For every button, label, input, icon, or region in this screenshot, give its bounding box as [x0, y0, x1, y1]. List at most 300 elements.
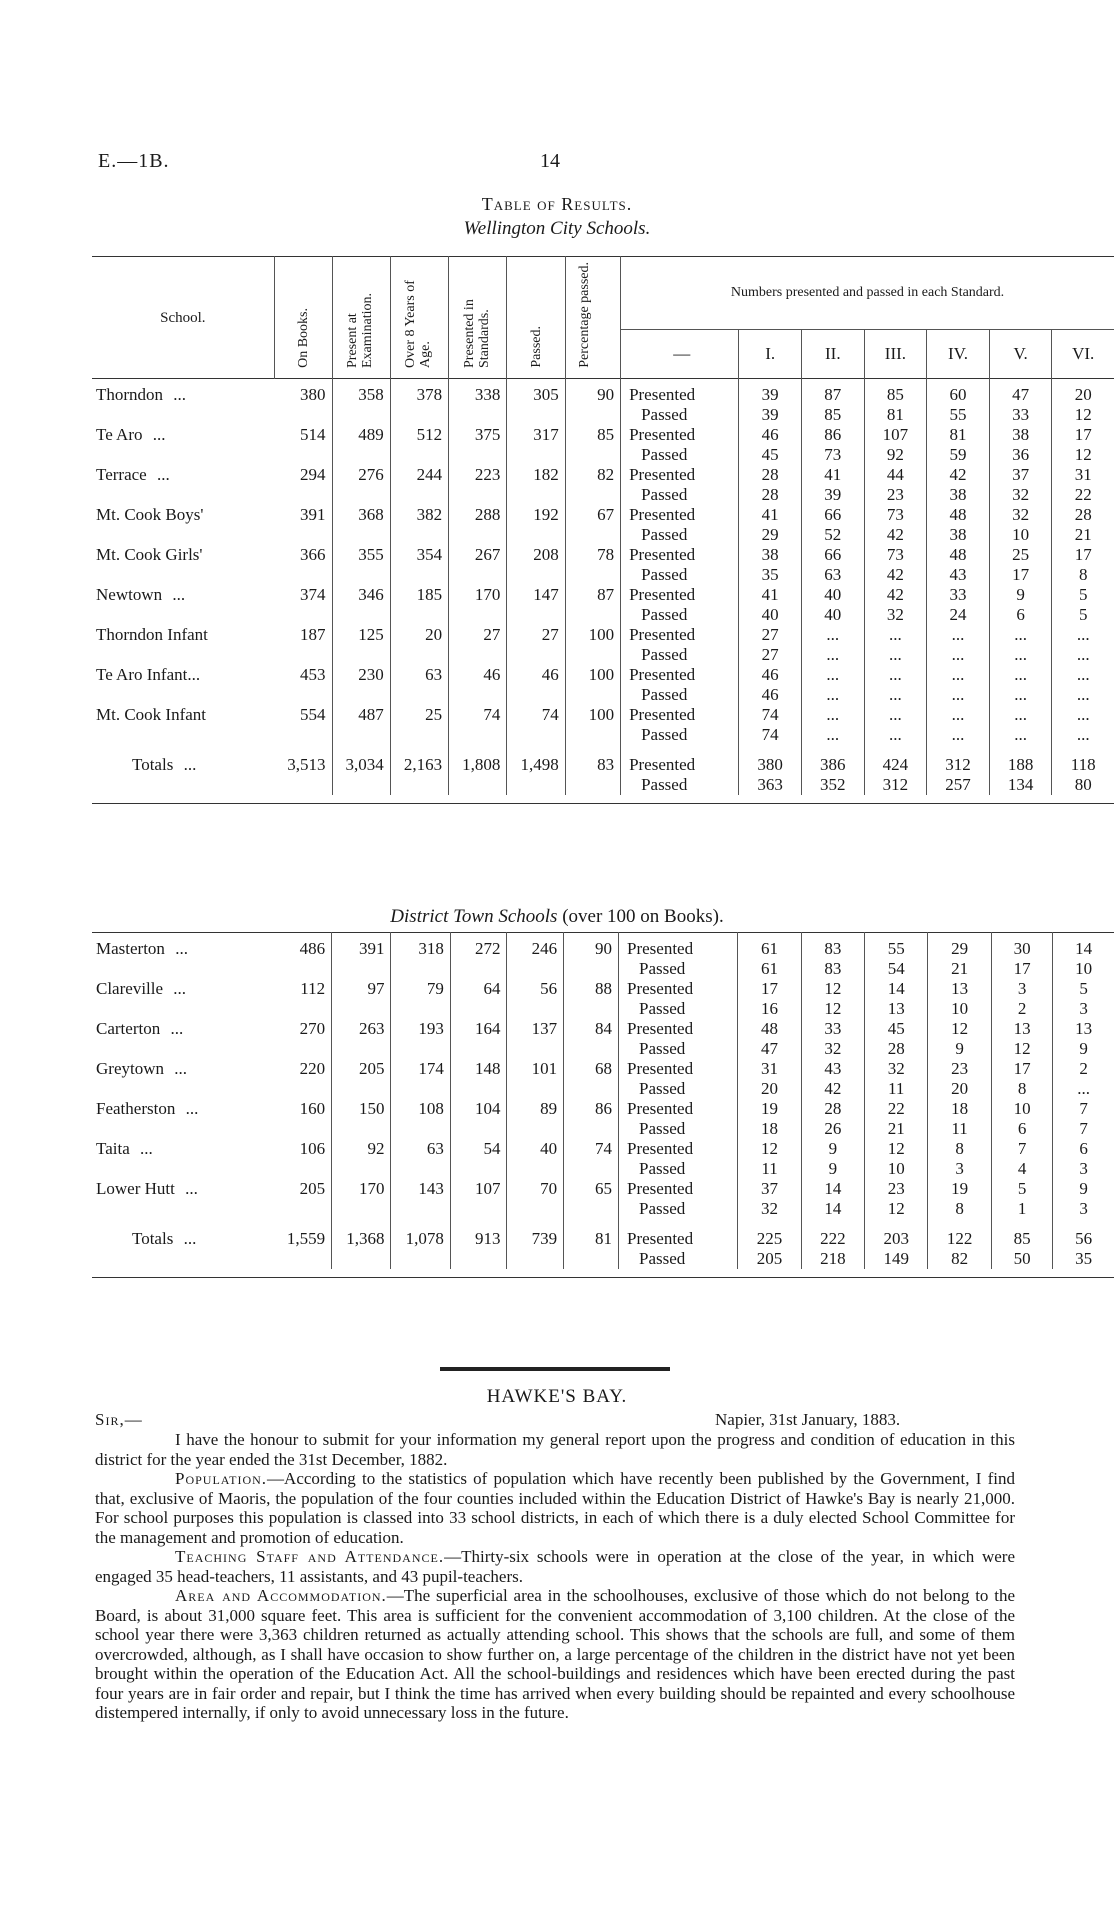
- label-passed: Passed: [619, 999, 738, 1019]
- label-passed: Passed: [619, 1249, 738, 1269]
- cell-pct: 86: [564, 1099, 619, 1139]
- cell-pres-std: 64: [450, 979, 507, 1019]
- label-passed: Passed: [621, 605, 739, 625]
- table-row: [92, 705, 1114, 725]
- cell-passed-std-3: ...: [864, 725, 927, 745]
- col-over8: Over 8 Years of Age.: [390, 257, 448, 379]
- cell-pct: 84: [564, 1019, 619, 1059]
- cell-passed-std-1: 11: [738, 1159, 801, 1179]
- label-presented: Presented: [621, 745, 739, 775]
- cell-presented-std-5: 32: [989, 505, 1052, 525]
- cell-presented-std-1: 28: [739, 465, 802, 485]
- cell-presented-std-6: 28: [1074, 505, 1092, 524]
- table-row: [92, 465, 1114, 485]
- cell-presented-std-4: ...: [927, 665, 990, 685]
- cell-presented-std-1: 12: [738, 1139, 801, 1159]
- cell-passed-std-2: 42: [801, 1079, 864, 1099]
- cell-passed-std-6: 5: [1078, 605, 1088, 624]
- cell-presented-std-4: 12: [928, 1019, 991, 1039]
- cell-presented-std-6: 7: [1079, 1099, 1088, 1118]
- cell-passed: 40: [507, 1139, 564, 1179]
- label-passed: Passed: [621, 565, 739, 585]
- section-divider: [440, 1367, 670, 1371]
- school-name: Newtown ...: [96, 585, 186, 604]
- cell-passed-std-4: 20: [928, 1079, 991, 1099]
- cell-presented-std-5: 188: [989, 745, 1052, 775]
- label-presented: Presented: [621, 705, 739, 725]
- cell-passed-std-2: 14: [801, 1199, 864, 1219]
- cell-present: 150: [332, 1099, 391, 1139]
- school-name: Carterton ...: [96, 1019, 184, 1038]
- table-row: [92, 585, 1114, 605]
- cell-on-books: 220: [272, 1059, 331, 1099]
- col-std-3: III.: [864, 330, 927, 379]
- label-presented: Presented: [621, 585, 739, 605]
- cell-passed-std-1: 47: [738, 1039, 801, 1059]
- cell-passed-std-6: 3: [1079, 1199, 1088, 1218]
- col-on-books: On Books.: [274, 257, 332, 379]
- cell-present: 263: [332, 1019, 391, 1059]
- cell-presented-std-2: 86: [801, 425, 864, 445]
- school-name: Mt. Cook Infant: [96, 705, 207, 724]
- cell-passed-std-5: ...: [989, 685, 1052, 705]
- cell-presented-std-6: 5: [1079, 979, 1088, 998]
- cell-presented-std-5: ...: [989, 705, 1052, 725]
- cell-presented-std-2: ...: [801, 665, 864, 685]
- cell-passed-std-6: 21: [1074, 525, 1092, 544]
- col-percentage: Percentage passed.: [565, 257, 620, 379]
- cell-pct: 82: [565, 465, 620, 505]
- col-presented-std: Presented in Standards.: [449, 257, 507, 379]
- cell-presented-std-4: 81: [927, 425, 990, 445]
- cell-passed-std-1: 18: [738, 1119, 801, 1139]
- cell-passed-std-3: ...: [864, 645, 927, 665]
- cell-on-books: 112: [272, 979, 331, 1019]
- label-presented: Presented: [619, 1019, 738, 1039]
- cell-passed-std-6: ...: [1076, 645, 1090, 664]
- cell-passed-std-3: ...: [864, 685, 927, 705]
- cell-passed-std-2: ...: [801, 725, 864, 745]
- cell-passed-std-3: 92: [864, 445, 927, 465]
- cell-passed-std-3: 28: [865, 1039, 928, 1059]
- school-name: Mt. Cook Girls': [96, 545, 203, 564]
- cell-present: 391: [332, 933, 391, 980]
- cell-presented-std-4: 33: [927, 585, 990, 605]
- cell-passed: 137: [507, 1019, 564, 1059]
- cell-passed-std-3: 81: [864, 405, 927, 425]
- label-presented: Presented: [621, 425, 739, 445]
- table-row: [92, 1099, 1114, 1119]
- school-name: Te Aro Infant...: [96, 665, 201, 684]
- cell-passed-std-5: 4: [991, 1159, 1053, 1179]
- cell-passed-std-2: 85: [801, 405, 864, 425]
- table-row: [92, 625, 1114, 645]
- cell-passed-std-5: 8: [991, 1079, 1053, 1099]
- cell-presented-std-1: 41: [739, 585, 802, 605]
- cell-presented-std-4: 312: [927, 745, 990, 775]
- label-passed: Passed: [619, 1159, 738, 1179]
- cell-presented-std-2: 9: [801, 1139, 864, 1159]
- cell-passed-std-5: 50: [991, 1249, 1053, 1269]
- cell-passed-std-5: 10: [989, 525, 1052, 545]
- cell-pres-std: 170: [449, 585, 507, 625]
- cell-passed-std-2: 32: [801, 1039, 864, 1059]
- cell-passed-std-1: 29: [739, 525, 802, 545]
- cell-presented-std-4: 23: [928, 1059, 991, 1079]
- cell-presented-std-2: 28: [801, 1099, 864, 1119]
- label-passed: Passed: [619, 1119, 738, 1139]
- label-presented: Presented: [621, 625, 739, 645]
- cell-passed-std-5: 17: [991, 959, 1053, 979]
- cell-passed: 1,498: [507, 745, 565, 795]
- cell-passed-std-3: 12: [865, 1199, 928, 1219]
- cell-present: 355: [332, 545, 390, 585]
- cell-passed: 74: [507, 705, 565, 745]
- cell-pres-std: 164: [450, 1019, 507, 1059]
- cell-presented-std-3: 22: [865, 1099, 928, 1119]
- cell-presented-std-1: 31: [738, 1059, 801, 1079]
- cell-passed-std-6: 22: [1074, 485, 1092, 504]
- cell-over8: 1,078: [391, 1219, 450, 1269]
- table-row: [92, 1179, 1114, 1199]
- cell-passed-std-3: 149: [865, 1249, 928, 1269]
- school-name: Thorndon Infant: [96, 625, 208, 644]
- cell-on-books: 205: [272, 1179, 331, 1219]
- cell-presented-std-1: 48: [738, 1019, 801, 1039]
- cell-over8: 354: [390, 545, 448, 585]
- cell-presented-std-2: 14: [801, 1179, 864, 1199]
- cell-presented-std-3: ...: [864, 625, 927, 645]
- label-presented: Presented: [621, 465, 739, 485]
- cell-presented-std-5: 37: [989, 465, 1052, 485]
- cell-passed-std-4: 8: [928, 1199, 991, 1219]
- cell-presented-std-3: 85: [864, 379, 927, 406]
- cell-passed-std-1: 46: [739, 685, 802, 705]
- cell-presented-std-3: 42: [864, 585, 927, 605]
- table-row: [92, 425, 1114, 445]
- cell-presented-std-1: 38: [739, 545, 802, 565]
- cell-presented-std-6: 5: [1078, 585, 1088, 604]
- school-name: Totals ...: [132, 1229, 197, 1248]
- school-name: Mt. Cook Boys': [96, 505, 204, 524]
- cell-passed: 208: [507, 545, 565, 585]
- cell-passed-std-5: 6: [991, 1119, 1053, 1139]
- label-passed: Passed: [619, 1039, 738, 1059]
- cell-passed-std-4: 257: [927, 775, 990, 795]
- cell-passed: 305: [507, 379, 565, 426]
- cell-presented-std-6: 14: [1075, 939, 1093, 958]
- school-name: Totals ...: [132, 755, 197, 774]
- cell-presented-std-5: 47: [989, 379, 1052, 406]
- cell-presented-std-2: 12: [801, 979, 864, 999]
- cell-passed-std-5: ...: [989, 645, 1052, 665]
- cell-passed-std-6: 12: [1074, 405, 1092, 424]
- label-passed: Passed: [621, 645, 739, 665]
- totals-row: [92, 1219, 1114, 1249]
- cell-presented-std-1: 61: [738, 933, 801, 960]
- table-row: [92, 545, 1114, 565]
- cell-passed-std-1: 39: [739, 405, 802, 425]
- cell-presented-std-5: 9: [989, 585, 1052, 605]
- cell-passed-std-4: 21: [928, 959, 991, 979]
- label-passed: Passed: [621, 485, 739, 505]
- cell-over8: 63: [391, 1139, 450, 1179]
- cell-present: 125: [332, 625, 390, 665]
- label-presented: Presented: [621, 379, 739, 406]
- cell-presented-std-1: 39: [739, 379, 802, 406]
- cell-passed-std-1: 28: [739, 485, 802, 505]
- cell-on-books: 294: [274, 465, 332, 505]
- cell-passed-std-5: 2: [991, 999, 1053, 1019]
- cell-passed-std-5: 32: [989, 485, 1052, 505]
- cell-presented-std-5: 25: [989, 545, 1052, 565]
- cell-on-books: 106: [272, 1139, 331, 1179]
- cell-presented-std-6: 17: [1074, 425, 1092, 444]
- cell-on-books: 366: [274, 545, 332, 585]
- cell-passed-std-3: 32: [864, 605, 927, 625]
- cell-presented-std-4: 48: [927, 545, 990, 565]
- cell-over8: 2,163: [390, 745, 448, 795]
- col-present: Present at Examination.: [332, 257, 390, 379]
- cell-passed: 70: [507, 1179, 564, 1219]
- cell-presented-std-5: 7: [991, 1139, 1053, 1159]
- cell-presented-std-6: ...: [1076, 705, 1090, 724]
- cell-presented-std-3: ...: [864, 665, 927, 685]
- label-passed: Passed: [619, 1079, 738, 1099]
- table-row: [92, 1019, 1114, 1039]
- cell-present: 97: [332, 979, 391, 1019]
- cell-present: 1,368: [332, 1219, 391, 1269]
- cell-pres-std: 74: [449, 705, 507, 745]
- cell-presented-std-6: 56: [1075, 1229, 1093, 1248]
- cell-passed-std-3: 11: [865, 1079, 928, 1099]
- cell-present: 205: [332, 1059, 391, 1099]
- cell-presented-std-2: ...: [801, 625, 864, 645]
- table-row: [92, 379, 1114, 406]
- cell-presented-std-2: 83: [801, 933, 864, 960]
- dateline: Napier, 31st January, 1883.: [715, 1410, 901, 1429]
- cell-presented-std-2: 222: [801, 1219, 864, 1249]
- cell-passed-std-1: 205: [738, 1249, 801, 1269]
- cell-presented-std-5: 30: [991, 933, 1053, 960]
- col-std-1: I.: [739, 330, 802, 379]
- cell-passed-std-6: 7: [1079, 1119, 1088, 1138]
- cell-passed-std-3: 10: [865, 1159, 928, 1179]
- cell-pct: 87: [565, 585, 620, 625]
- cell-presented-std-3: ...: [864, 705, 927, 725]
- cell-passed-std-6: 35: [1075, 1249, 1093, 1268]
- cell-passed-std-4: 59: [927, 445, 990, 465]
- cell-passed-std-4: 3: [928, 1159, 991, 1179]
- cell-presented-std-6: 9: [1079, 1179, 1088, 1198]
- cell-presented-std-1: 17: [738, 979, 801, 999]
- cell-pres-std: 338: [449, 379, 507, 426]
- school-name: Taita ...: [96, 1139, 153, 1158]
- cell-over8: 193: [391, 1019, 450, 1059]
- cell-presented-std-3: 32: [865, 1059, 928, 1079]
- cell-passed-std-6: 10: [1075, 959, 1093, 978]
- cell-over8: 79: [391, 979, 450, 1019]
- cell-passed-std-2: 73: [801, 445, 864, 465]
- report-heading: HAWKE'S BAY.: [486, 1386, 628, 1407]
- cell-presented-std-2: 66: [801, 545, 864, 565]
- cell-passed: 56: [507, 979, 564, 1019]
- cell-presented-std-2: 33: [801, 1019, 864, 1039]
- cell-passed-std-2: 9: [801, 1159, 864, 1179]
- cell-passed-std-4: 55: [927, 405, 990, 425]
- cell-pres-std: 54: [450, 1139, 507, 1179]
- cell-passed-std-6: ...: [1076, 725, 1090, 744]
- cell-presented-std-5: 3: [991, 979, 1053, 999]
- cell-presented-std-5: 85: [991, 1219, 1053, 1249]
- cell-pres-std: 104: [450, 1099, 507, 1139]
- cell-passed: 147: [507, 585, 565, 625]
- cell-passed-std-1: 35: [739, 565, 802, 585]
- cell-over8: 108: [391, 1099, 450, 1139]
- cell-passed-std-2: 63: [801, 565, 864, 585]
- col-std-2: II.: [801, 330, 864, 379]
- cell-present: 230: [332, 665, 390, 705]
- cell-passed-std-1: 45: [739, 445, 802, 465]
- cell-passed-std-4: 43: [927, 565, 990, 585]
- label-passed: Passed: [621, 685, 739, 705]
- cell-passed-std-4: ...: [927, 685, 990, 705]
- cell-passed-std-6: 12: [1074, 445, 1092, 464]
- cell-over8: 378: [390, 379, 448, 426]
- cell-passed-std-3: 54: [865, 959, 928, 979]
- label-presented: Presented: [619, 1179, 738, 1199]
- paragraph-intro: I have the honour to submit for your information my general report upon the progress and condition of education in this district for the year ended the 31st December, 1882.: [95, 1430, 1015, 1469]
- cell-passed-std-1: 27: [739, 645, 802, 665]
- cell-passed-std-1: 74: [739, 725, 802, 745]
- school-name: Masterton ...: [96, 939, 188, 958]
- cell-presented-std-6: ...: [1076, 665, 1090, 684]
- cell-presented-std-4: 18: [928, 1099, 991, 1119]
- cell-passed-std-5: 33: [989, 405, 1052, 425]
- cell-passed-std-5: 134: [989, 775, 1052, 795]
- cell-pres-std: 1,808: [449, 745, 507, 795]
- table2-title: District Town Schools (over 100 on Books).: [390, 906, 724, 927]
- cell-presented-std-2: ...: [801, 705, 864, 725]
- cell-passed-std-3: 42: [864, 565, 927, 585]
- label-passed: Passed: [621, 775, 739, 795]
- cell-pres-std: 27: [449, 625, 507, 665]
- cell-pres-std: 267: [449, 545, 507, 585]
- cell-over8: 174: [391, 1059, 450, 1099]
- col-school: School.: [92, 257, 274, 379]
- cell-passed-std-2: 40: [801, 605, 864, 625]
- school-name: Greytown ...: [96, 1059, 187, 1078]
- cell-presented-std-1: 19: [738, 1099, 801, 1119]
- document-reference: E.—1B.: [98, 150, 170, 172]
- cell-on-books: 380: [274, 379, 332, 426]
- cell-passed-std-6: ...: [1077, 1079, 1091, 1098]
- cell-presented-std-6: ...: [1076, 625, 1090, 644]
- cell-pres-std: 46: [449, 665, 507, 705]
- cell-pct: 78: [565, 545, 620, 585]
- col-passed: Passed.: [507, 257, 565, 379]
- cell-passed-std-2: 12: [801, 999, 864, 1019]
- page-number: 14: [540, 150, 560, 172]
- col-std-6: VI.: [1072, 344, 1095, 363]
- cell-presented-std-5: 38: [989, 425, 1052, 445]
- cell-presented-std-3: 14: [865, 979, 928, 999]
- cell-on-books: 514: [274, 425, 332, 465]
- cell-presented-std-4: 122: [928, 1219, 991, 1249]
- cell-presented-std-4: 48: [927, 505, 990, 525]
- label-presented: Presented: [619, 1219, 738, 1249]
- table-bottom-rule: [92, 1269, 1114, 1278]
- report-body: [95, 1410, 1015, 1723]
- cell-pres-std: 107: [450, 1179, 507, 1219]
- cell-over8: 20: [390, 625, 448, 665]
- cell-passed-std-5: 12: [991, 1039, 1053, 1059]
- cell-present: 487: [332, 705, 390, 745]
- cell-passed-std-5: 6: [989, 605, 1052, 625]
- cell-passed-std-6: ...: [1076, 685, 1090, 704]
- cell-presented-std-4: 13: [928, 979, 991, 999]
- col-dash: —: [621, 330, 739, 379]
- cell-presented-std-4: ...: [927, 705, 990, 725]
- cell-passed-std-2: 218: [801, 1249, 864, 1269]
- school-name: Thorndon ...: [96, 385, 187, 404]
- cell-passed-std-1: 40: [739, 605, 802, 625]
- cell-passed-std-1: 61: [738, 959, 801, 979]
- cell-pct: 81: [564, 1219, 619, 1269]
- label-presented: Presented: [619, 1139, 738, 1159]
- cell-presented-std-3: 12: [865, 1139, 928, 1159]
- cell-presented-std-1: 37: [738, 1179, 801, 1199]
- cell-on-books: 1,559: [272, 1219, 331, 1269]
- cell-presented-std-1: 380: [739, 745, 802, 775]
- cell-pres-std: 288: [449, 505, 507, 545]
- cell-present: 170: [332, 1179, 391, 1219]
- label-passed: Passed: [621, 445, 739, 465]
- cell-over8: 63: [390, 665, 448, 705]
- cell-presented-std-1: 74: [739, 705, 802, 725]
- cell-pct: 90: [565, 379, 620, 426]
- cell-passed-std-1: 32: [738, 1199, 801, 1219]
- paragraph-area: Area and Accommodation.—The superficial area in the schoolhouses, exclusive of those which do not belong to the Board, is about 31,000 square feet. This area is sufficient for the convenient accommodation of 3,100 children. At the close of the school year there were 3,363 children returned as actually attending school. This shows that the schools are full, and some of them overcrowded, although, as I shall have occasion to show further on, a large percentage of the children in the district have not yet been brought within the operation of the Education Act. All the school-buildings and residences which have been erected during the past four years are in fair order and repair, but I think the time has arrived when every building should be repainted and every schoolhouse distempered internally, if only to avoid unnecessary loss in the future.: [95, 1586, 1015, 1722]
- cell-present: 92: [332, 1139, 391, 1179]
- cell-presented-std-1: 225: [738, 1219, 801, 1249]
- cell-presented-std-3: 44: [864, 465, 927, 485]
- cell-presented-std-2: 41: [801, 465, 864, 485]
- cell-over8: 318: [391, 933, 450, 980]
- cell-passed-std-6: 9: [1079, 1039, 1088, 1058]
- cell-presented-std-1: 46: [739, 425, 802, 445]
- cell-pct: 100: [565, 665, 620, 705]
- cell-passed-std-4: 38: [927, 485, 990, 505]
- cell-over8: 382: [390, 505, 448, 545]
- cell-presented-std-3: 73: [864, 545, 927, 565]
- label-presented: Presented: [621, 665, 739, 685]
- cell-passed-std-4: 11: [928, 1119, 991, 1139]
- cell-passed-std-2: 26: [801, 1119, 864, 1139]
- cell-present: 3,034: [332, 745, 390, 795]
- table-row: [92, 505, 1114, 525]
- cell-presented-std-3: 55: [865, 933, 928, 960]
- cell-pct: 90: [564, 933, 619, 980]
- cell-over8: 143: [391, 1179, 450, 1219]
- cell-presented-std-6: 17: [1074, 545, 1092, 564]
- cell-presented-std-1: 41: [739, 505, 802, 525]
- cell-over8: 25: [390, 705, 448, 745]
- cell-over8: 512: [390, 425, 448, 465]
- cell-passed-std-5: 17: [989, 565, 1052, 585]
- cell-over8: 185: [390, 585, 448, 625]
- cell-passed-std-1: 363: [739, 775, 802, 795]
